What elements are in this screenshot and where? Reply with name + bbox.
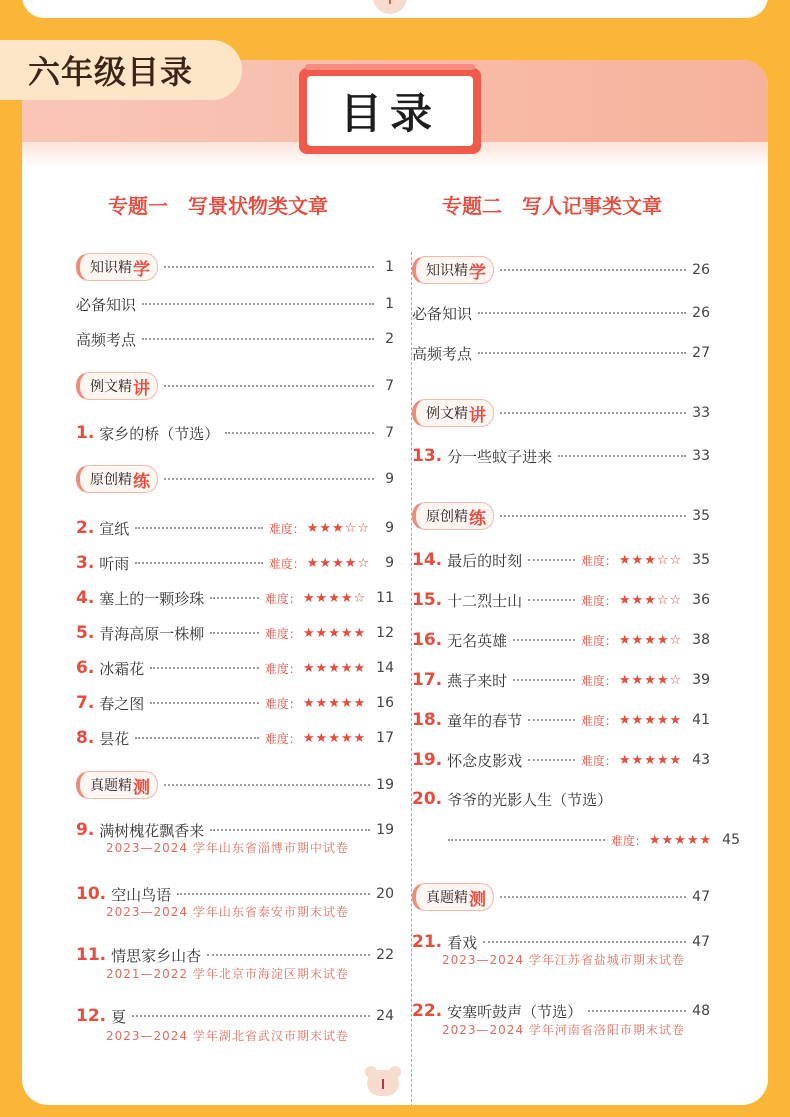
page-number: 20	[376, 886, 394, 902]
item-title: 昙花	[99, 729, 130, 748]
item-title: 安塞听鼓声（节选）	[447, 1002, 583, 1021]
toc-item[interactable]	[76, 551, 394, 575]
leader-dots	[528, 759, 575, 761]
leader-dots	[135, 737, 259, 739]
leader-dots	[500, 515, 686, 517]
leader-dots	[177, 893, 370, 895]
item-number: 6.	[76, 658, 95, 678]
difficulty-label: 难度：	[268, 556, 305, 571]
difficulty-stars-icon: ★★★★★	[302, 660, 367, 676]
section-label: 知识精	[90, 260, 132, 276]
item-number: 3.	[76, 553, 95, 573]
difficulty-label: 难度：	[580, 553, 617, 568]
item-title: 宣纸	[99, 519, 130, 538]
grade-label: 六年级目录	[28, 53, 194, 91]
leader-dots	[150, 667, 259, 669]
item-title: 看戏	[447, 933, 478, 952]
toc-item[interactable]	[412, 301, 710, 325]
page-number: 12	[376, 625, 394, 641]
item-number: 13.	[412, 446, 443, 466]
section-label-highlight: 测	[469, 889, 486, 910]
page-number: 9	[385, 471, 394, 487]
section-label-highlight: 讲	[469, 405, 486, 426]
toc-item[interactable]	[76, 421, 394, 445]
item-title: 怀念皮影戏	[447, 751, 523, 770]
leader-dots	[135, 527, 262, 529]
page-number-bear-icon	[365, 1066, 401, 1096]
section-row[interactable]	[76, 252, 394, 282]
difficulty-stars-icon: ★★★★★	[618, 752, 683, 768]
leader-dots	[225, 432, 374, 434]
section-pill	[412, 883, 494, 911]
exam-source: 2023—2024 学年河南省洛阳市期末试卷	[442, 1023, 685, 1037]
page-number	[382, 1079, 384, 1089]
toc-item[interactable]	[412, 548, 710, 572]
page-number: 48	[692, 1003, 710, 1019]
grade-label-tab	[0, 40, 242, 100]
section-label: 原创精	[90, 472, 132, 488]
item-title: 空山鸟语	[111, 885, 172, 904]
leader-dots	[164, 784, 370, 786]
item-title: 青海高原一株柳	[99, 624, 205, 643]
leader-dots	[210, 597, 259, 599]
item-number: 15.	[412, 590, 443, 610]
item-title: 家乡的桥（节选）	[99, 424, 220, 443]
right-topic-heading: 专题二 写人记事类文章	[442, 194, 662, 218]
item-number: 9.	[76, 820, 95, 840]
leader-dots	[448, 839, 605, 841]
page-number: 11	[376, 590, 394, 606]
leader-dots	[483, 941, 686, 943]
difficulty-stars-icon: ★★★★★	[302, 730, 367, 746]
section-row[interactable]	[76, 371, 394, 401]
difficulty-stars-icon: ★★★★☆	[302, 590, 367, 606]
leader-dots	[558, 455, 686, 457]
leader-dots	[528, 599, 575, 601]
difficulty-stars-icon: ★★★☆☆	[306, 520, 370, 536]
item-title: 满树槐花飘香来	[99, 821, 205, 840]
page-number: 27	[692, 345, 710, 361]
section-pill	[412, 502, 494, 530]
section-row[interactable]	[76, 464, 394, 494]
section-row[interactable]	[412, 882, 710, 912]
item-number: 20.	[412, 789, 443, 809]
leader-dots	[513, 679, 575, 681]
difficulty-label: 难度：	[580, 633, 617, 648]
page-number: 38	[692, 632, 710, 648]
toc-item[interactable]	[76, 1004, 394, 1028]
page-number: 33	[692, 405, 710, 421]
section-label: 知识精	[426, 263, 468, 279]
page-number: 35	[692, 552, 710, 568]
page-number: 7	[385, 425, 394, 441]
item-title: 燕子来时	[447, 671, 508, 690]
item-title: 情思家乡山杏	[111, 946, 202, 965]
section-pill	[412, 399, 494, 427]
page-number: 45	[722, 832, 740, 848]
section-label-highlight: 练	[469, 508, 486, 529]
item-title: 春之图	[99, 694, 145, 713]
difficulty-label: 难度：	[264, 696, 301, 711]
difficulty-label: 难度：	[264, 626, 301, 641]
item-title: 童年的春节	[447, 711, 523, 730]
item-title: 冰霜花	[99, 659, 145, 678]
page-number: 19	[376, 822, 394, 838]
toc-item[interactable]	[412, 708, 710, 732]
section-label: 真题精	[426, 890, 468, 906]
section-row[interactable]	[76, 770, 394, 800]
toc-item[interactable]	[412, 628, 710, 652]
leader-dots	[500, 896, 686, 898]
leader-dots	[478, 312, 686, 314]
item-number: 5.	[76, 623, 95, 643]
difficulty-label: 难度：	[580, 593, 617, 608]
left-topic-heading: 专题一 写景状物类文章	[108, 194, 328, 218]
page-number: 9	[385, 520, 394, 536]
toc-item[interactable]	[412, 341, 710, 365]
section-row[interactable]	[412, 398, 710, 428]
leader-dots	[207, 954, 370, 956]
page-number: 33	[692, 448, 710, 464]
page-number: 1	[385, 259, 394, 275]
toc-item[interactable]	[76, 691, 394, 715]
difficulty-stars-icon: ★★★☆☆	[618, 592, 683, 608]
item-number: 1.	[76, 423, 95, 443]
page-title: 目录	[339, 89, 440, 138]
item-number: 8.	[76, 728, 95, 748]
page-number: 22	[376, 947, 394, 963]
item-title: 最后的时刻	[447, 551, 523, 570]
exam-source: 2023—2024 学年江苏省盐城市期末试卷	[442, 953, 685, 967]
item-number: 19.	[412, 750, 443, 770]
page-number: 26	[692, 262, 710, 278]
difficulty-stars-icon: ★★★★☆	[306, 555, 370, 571]
page-number: 47	[692, 934, 710, 950]
page-number: 9	[385, 555, 394, 571]
section-pill	[76, 465, 158, 493]
leader-dots	[210, 829, 370, 831]
difficulty-stars-icon: ★★★★★	[302, 695, 367, 711]
page-number: 19	[376, 777, 394, 793]
item-title: 高频考点	[76, 330, 137, 349]
section-row[interactable]	[412, 255, 710, 285]
leader-dots	[513, 639, 575, 641]
difficulty-label: 难度：	[580, 673, 617, 688]
difficulty-stars-icon: ★★★★★	[648, 832, 713, 848]
item-number: 22.	[412, 1001, 443, 1021]
difficulty-label: 难度：	[264, 731, 301, 746]
exam-source: 2023—2024 学年山东省泰安市期末试卷	[106, 905, 349, 919]
page-number: 41	[692, 712, 710, 728]
toc-item[interactable]	[412, 588, 710, 612]
item-number: 21.	[412, 932, 443, 952]
page-number: 1	[385, 296, 394, 312]
item-number: 10.	[76, 884, 107, 904]
toc-item[interactable]	[412, 668, 710, 692]
difficulty-label: 难度：	[264, 661, 301, 676]
item-number: 18.	[412, 710, 443, 730]
item-title: 必备知识	[76, 295, 137, 314]
page-number: 39	[692, 672, 710, 688]
page-number: 35	[692, 508, 710, 524]
toc-item[interactable]	[76, 943, 394, 967]
page-number: 17	[376, 730, 394, 746]
section-label-highlight: 练	[133, 471, 150, 492]
difficulty-label: 难度：	[264, 591, 301, 606]
leader-dots	[500, 269, 686, 271]
difficulty-stars-icon: ★★★★★	[618, 712, 683, 728]
difficulty-label: 难度：	[610, 833, 647, 848]
leader-dots	[132, 1015, 370, 1017]
item-title: 爷爷的光影人生（节选）	[447, 790, 613, 809]
item-title: 十二烈士山	[447, 591, 523, 610]
toc-item[interactable]	[412, 444, 710, 468]
toc-item[interactable]	[76, 292, 394, 316]
item-number: 2.	[76, 518, 95, 538]
section-label-highlight: 讲	[133, 378, 150, 399]
title-box	[299, 68, 481, 154]
section-pill	[412, 256, 494, 284]
page-number: 36	[692, 592, 710, 608]
section-label-highlight: 学	[469, 262, 486, 283]
toc-item[interactable]	[412, 828, 740, 852]
leader-dots	[528, 719, 575, 721]
toc-item[interactable]	[76, 516, 394, 540]
leader-dots	[164, 385, 374, 387]
leader-dots	[500, 412, 686, 414]
item-number: 4.	[76, 588, 95, 608]
page-number: 24	[376, 1008, 394, 1024]
toc-item[interactable]	[412, 999, 710, 1023]
difficulty-stars-icon: ★★★☆☆	[618, 552, 683, 568]
leader-dots	[150, 702, 259, 704]
page-number: 2	[385, 331, 394, 347]
page-number: 47	[692, 889, 710, 905]
difficulty-label: 难度：	[580, 753, 617, 768]
item-number: 16.	[412, 630, 443, 650]
exam-source: 2023—2024 学年山东省淄博市期中试卷	[106, 841, 349, 855]
item-title: 必备知识	[412, 304, 473, 323]
leader-dots	[528, 559, 575, 561]
leader-dots	[588, 1010, 686, 1012]
toc-item[interactable]	[76, 656, 394, 680]
item-number: 14.	[412, 550, 443, 570]
page-number: 16	[376, 695, 394, 711]
difficulty-stars-icon: ★★★★☆	[618, 632, 683, 648]
leader-dots	[210, 632, 259, 634]
section-label-highlight: 学	[133, 259, 150, 280]
leader-dots	[164, 478, 374, 480]
page-number: 26	[692, 305, 710, 321]
exam-source: 2023—2024 学年湖北省武汉市期末试卷	[106, 1029, 349, 1043]
item-title: 听雨	[99, 554, 130, 573]
item-title: 塞上的一颗珍珠	[99, 589, 205, 608]
page-number: 43	[692, 752, 710, 768]
section-label: 例文精	[426, 406, 468, 422]
item-title: 无名英雄	[447, 631, 508, 650]
leader-dots	[478, 352, 686, 354]
item-title: 夏	[111, 1007, 127, 1026]
section-label-highlight: 测	[133, 777, 150, 798]
item-title: 分一些蚊子进来	[447, 447, 553, 466]
leader-dots	[164, 266, 374, 268]
toc-page	[22, 60, 768, 1105]
toc-item[interactable]	[76, 327, 394, 351]
page-number: 7	[385, 378, 394, 394]
toc-item[interactable]	[412, 787, 710, 811]
leader-dots	[142, 338, 374, 340]
difficulty-label: 难度：	[268, 521, 305, 536]
page-number: 14	[376, 660, 394, 676]
item-number: 17.	[412, 670, 443, 690]
item-title: 高频考点	[412, 344, 473, 363]
section-label: 真题精	[90, 778, 132, 794]
item-number: 11.	[76, 945, 107, 965]
item-number: 12.	[76, 1006, 107, 1026]
item-number: 7.	[76, 693, 95, 713]
toc-item[interactable]	[76, 621, 394, 645]
toc-item[interactable]	[76, 726, 394, 750]
section-pill	[76, 372, 158, 400]
section-row[interactable]	[412, 501, 710, 531]
section-label: 例文精	[90, 379, 132, 395]
section-pill	[76, 253, 158, 281]
difficulty-stars-icon: ★★★★★	[302, 625, 367, 641]
section-pill	[76, 771, 158, 799]
leader-dots	[142, 303, 374, 305]
difficulty-label: 难度：	[580, 713, 617, 728]
exam-source: 2021—2022 学年北京市海淀区期末试卷	[106, 967, 349, 981]
difficulty-stars-icon: ★★★★☆	[618, 672, 683, 688]
toc-item[interactable]	[412, 748, 710, 772]
leader-dots	[135, 562, 262, 564]
toc-item[interactable]	[76, 586, 394, 610]
section-label: 原创精	[426, 509, 468, 525]
